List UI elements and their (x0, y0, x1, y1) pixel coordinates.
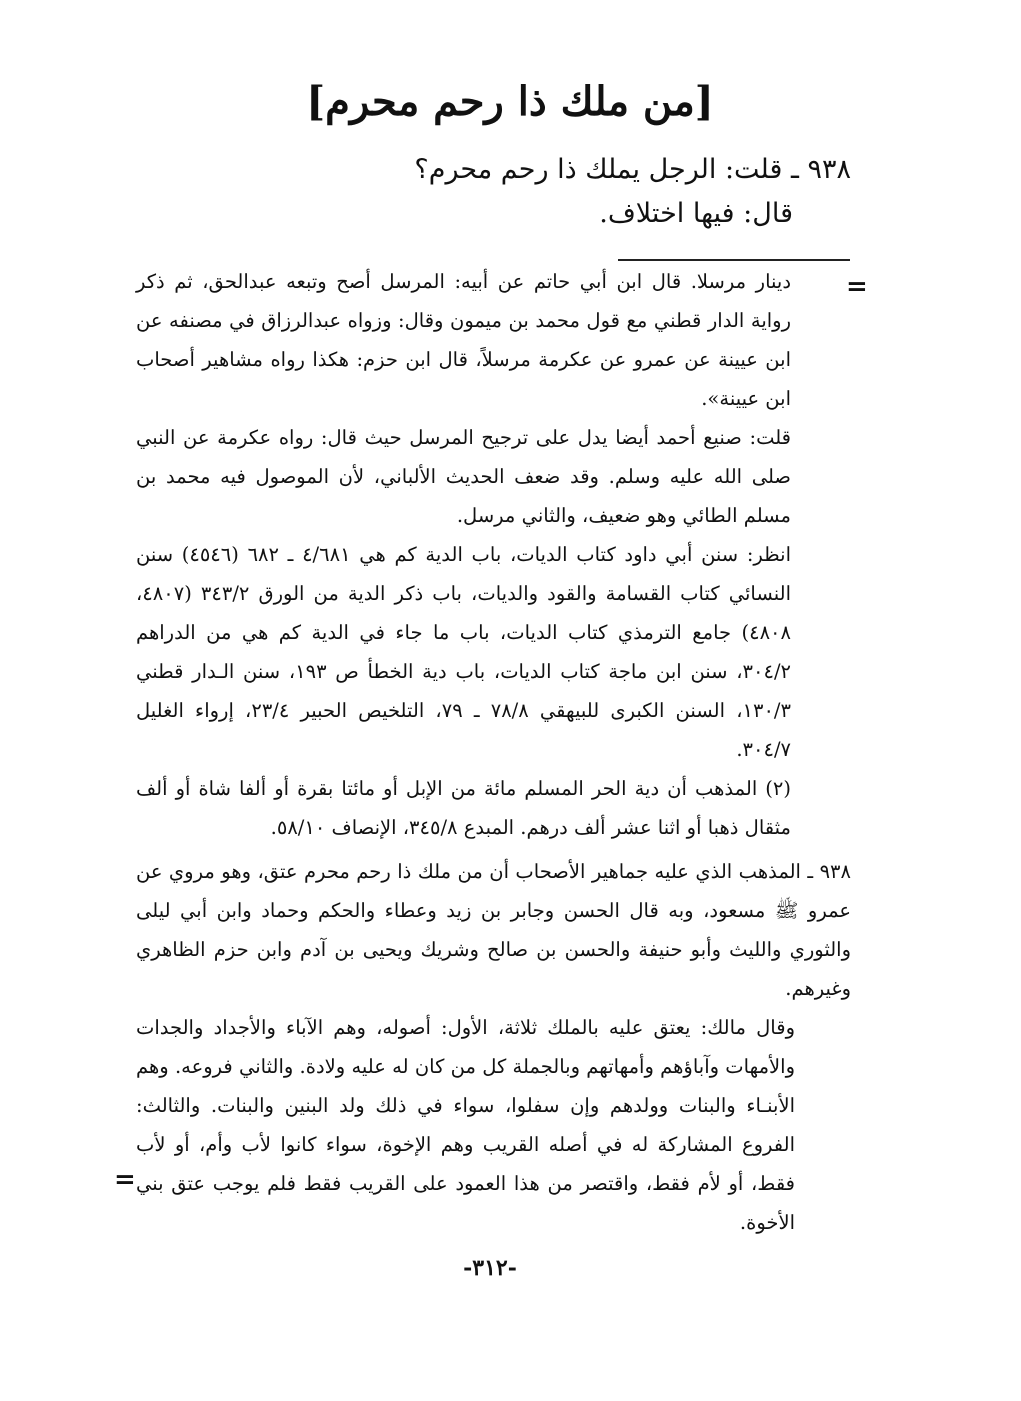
answer-line: قال: فيها اختلاف. (599, 198, 793, 229)
question-line: ٩٣٨ ـ قلت: الرجل يملك ذا رحم محرم؟ (414, 154, 851, 185)
footnote-paragraph: انظر: سنن أبي داود كتاب الديات، باب الدية كم هي ٤/٦٨١ ـ ٦٨٢ (٤٥٤٦) سنن النسائي كتاب القسامة والقود والديات، باب ذكر الدية من الورق ٣٤٣/٢ (٤٨٠٧، ٤٨٠٨) جامع الترمذي كتاب الديات، باب ما جاء في الدية كم هي من الدراهم ٣٠٤/٢، سنن ابن ماجة كتاب الديات، باب دية الخطأ ص ١٩٣، سنن الـدار قطني ١٣٠/٣، السنن الكبرى للبيهقي ٧٨/٨ ـ ٧٩، التلخيص الحبير ٢٣/٤، إرواء الغليل ٣٠٤/٧. (136, 543, 791, 761)
footnote-paragraph: دينار مرسلا. قال ابن أبي حاتم عن أبيه: المرسل أصح وتبعه عبدالحق، ثم ذكر رواية الدار قطني مع قول محمد بن ميمون وقال: وزواه عبدالرزاق في مصنفه عن ابن عيينة عن عمرو عن عكرمة مرسلاً، قال ابن حزم: هكذا رواه مشاهير أصحاب ابن عيينة». (136, 270, 791, 410)
footnote-continuation-mark: = (846, 272, 868, 302)
page-number: -٣١٢- (463, 1255, 517, 1281)
commentary-paragraph: ٩٣٨ ـ المذهب الذي عليه جماهير الأصحاب أن من ملك ذا رحم محرم عتق، وهو مروي عن عمرو ﷺ مسعود، وبه قال الحسن وجابر بن زيد وعطاء والحكم وحماد وابن أبي ليلى والثوري والليث وأبو حنيفة والحسن بن صالح وشريك ويحيى بن آدم وابن حزم الظاهري وغيرهم. (136, 860, 851, 1000)
footnotes (136, 262, 791, 847)
footnote-paragraph: قلت: صنيع أحمد أيضا يدل على ترجيح المرسل حيث قال: رواه عكرمة عن النبي صلى الله عليه وسلم. وقد ضعف الحديث الألباني، لأن الموصول فيه محمد بن مسلم الطائي وهو ضعيف، والثاني مرسل. (136, 426, 791, 527)
commentary-938 (136, 852, 851, 1242)
commentary-paragraph: وقال مالك: يعتق عليه بالملك ثلاثة، الأول: أصوله، وهم الآباء والأجداد والجدات والأمهات وآباؤهم وأمهاتهم وبالجملة كل من كان له عليه ولادة. والثاني فروعه. وهم الأبنـاء والبنات وولدهم وإن سفلوا، سواء في ذلك ولد البنين والبنات. والثالث: الفروع المشاركة له في أصله القريب وهم الإخوة، سواء كانوا لأب وأم، أو لأب فقط، أو لأم فقط، واقتصر من هذا العمود على القريب فقط فلم يوجب عتق بني الأخوة. (136, 1016, 795, 1234)
footnote-paragraph: (٢) المذهب أن دية الحر المسلم مائة من الإبل أو مائتا بقرة أو ألفا شاة أو ألف مثقال ذهبا أو اثنا عشر ألف درهم. المبدع ٣٤٥/٨، الإنصاف ٥٨/١٠. (136, 777, 791, 839)
section-title: [من ملك ذا رحم محرم] (306, 78, 714, 125)
continuation-mark: = (114, 1165, 136, 1195)
footnote-separator (618, 259, 850, 261)
